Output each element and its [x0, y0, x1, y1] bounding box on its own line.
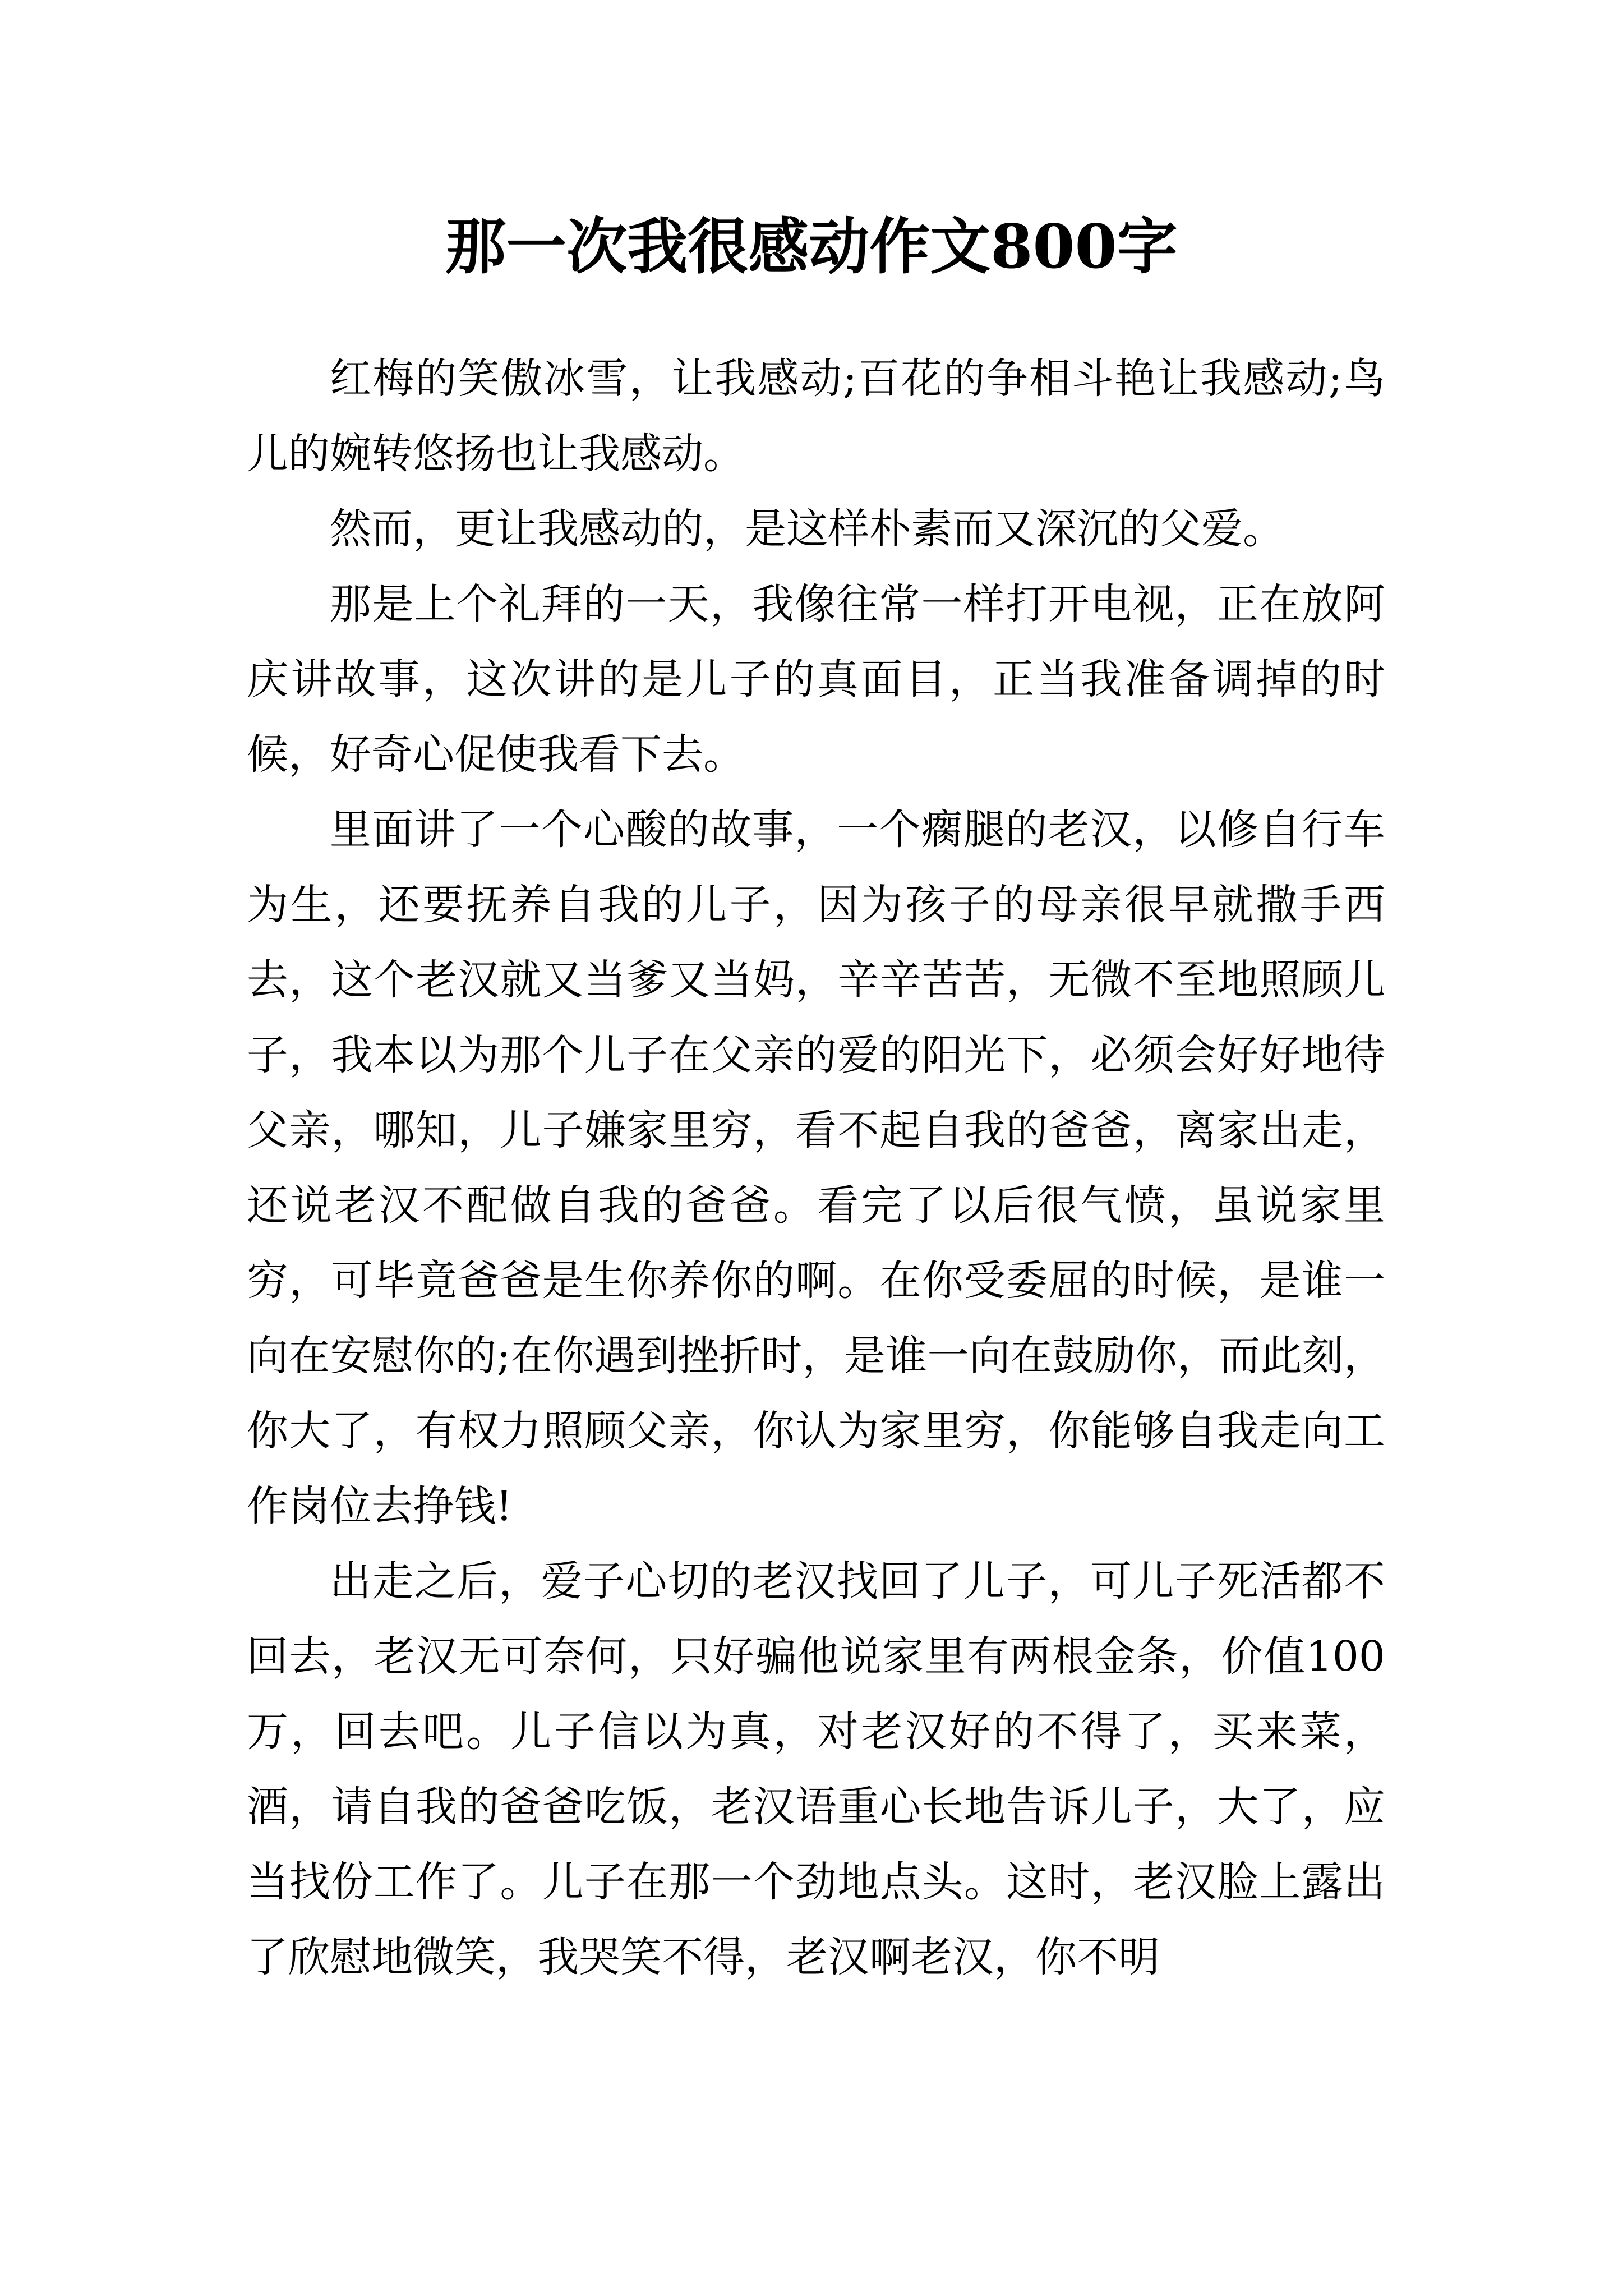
paragraph: 出走之后，爱子心切的老汉找回了儿子，可儿子死活都不回去，老汉无可奈何，只好骗他说家里有两根金条，价值100万，回去吧。儿子信以为真，对老汉好的不得了，买来菜，酒，请自我的爸爸吃饭，老汉语重心长地告诉儿子，大了，应当找份工作了。儿子在那一个劲地点头。这时，老汉脸上露出了欣慰地微笑，我哭笑不得，老汉啊老汉，你不明 — [247, 1557, 1385, 1981]
paragraph: 红梅的笑傲冰雪，让我感动;百花的争相斗艳让我感动;鸟儿的婉转悠扬也让我感动。 — [247, 355, 1385, 478]
paragraph: 那是上个礼拜的一天，我像往常一样打开电视，正在放阿庆讲故事，这次讲的是儿子的真面目，正当我准备调掉的时候，好奇心促使我看下去。 — [247, 580, 1385, 779]
paragraph: 然而，更让我感动的，是这样朴素而又深沉的父爱。 — [330, 505, 1284, 553]
paragraph: 里面讲了一个心酸的故事，一个瘸腿的老汉，以修自行车为生，还要抚养自我的儿子，因为孩子的母亲很早就撒手西去，这个老汉就又当爹又当妈，辛辛苦苦，无微不至地照顾儿子，我本以为那个儿子在父亲的爱的阳光下，必须会好好地待父亲，哪知，儿子嫌家里穷，看不起自我的爸爸，离家出走，还说老汉不配做自我的爸爸。看完了以后很气愤，虽说家里穷，可毕竟爸爸是生你养你的啊。在你受委屈的时候，是谁一向在安慰你的;在你遇到挫折时，是谁一向在鼓励你，而此刻，你大了，有权力照顾父亲，你认为家里穷，你能够自我走向工作岗位去挣钱! — [247, 806, 1385, 1530]
document-body — [247, 341, 1385, 1995]
document-title: 那一次我很感动作文800字 — [445, 211, 1178, 282]
